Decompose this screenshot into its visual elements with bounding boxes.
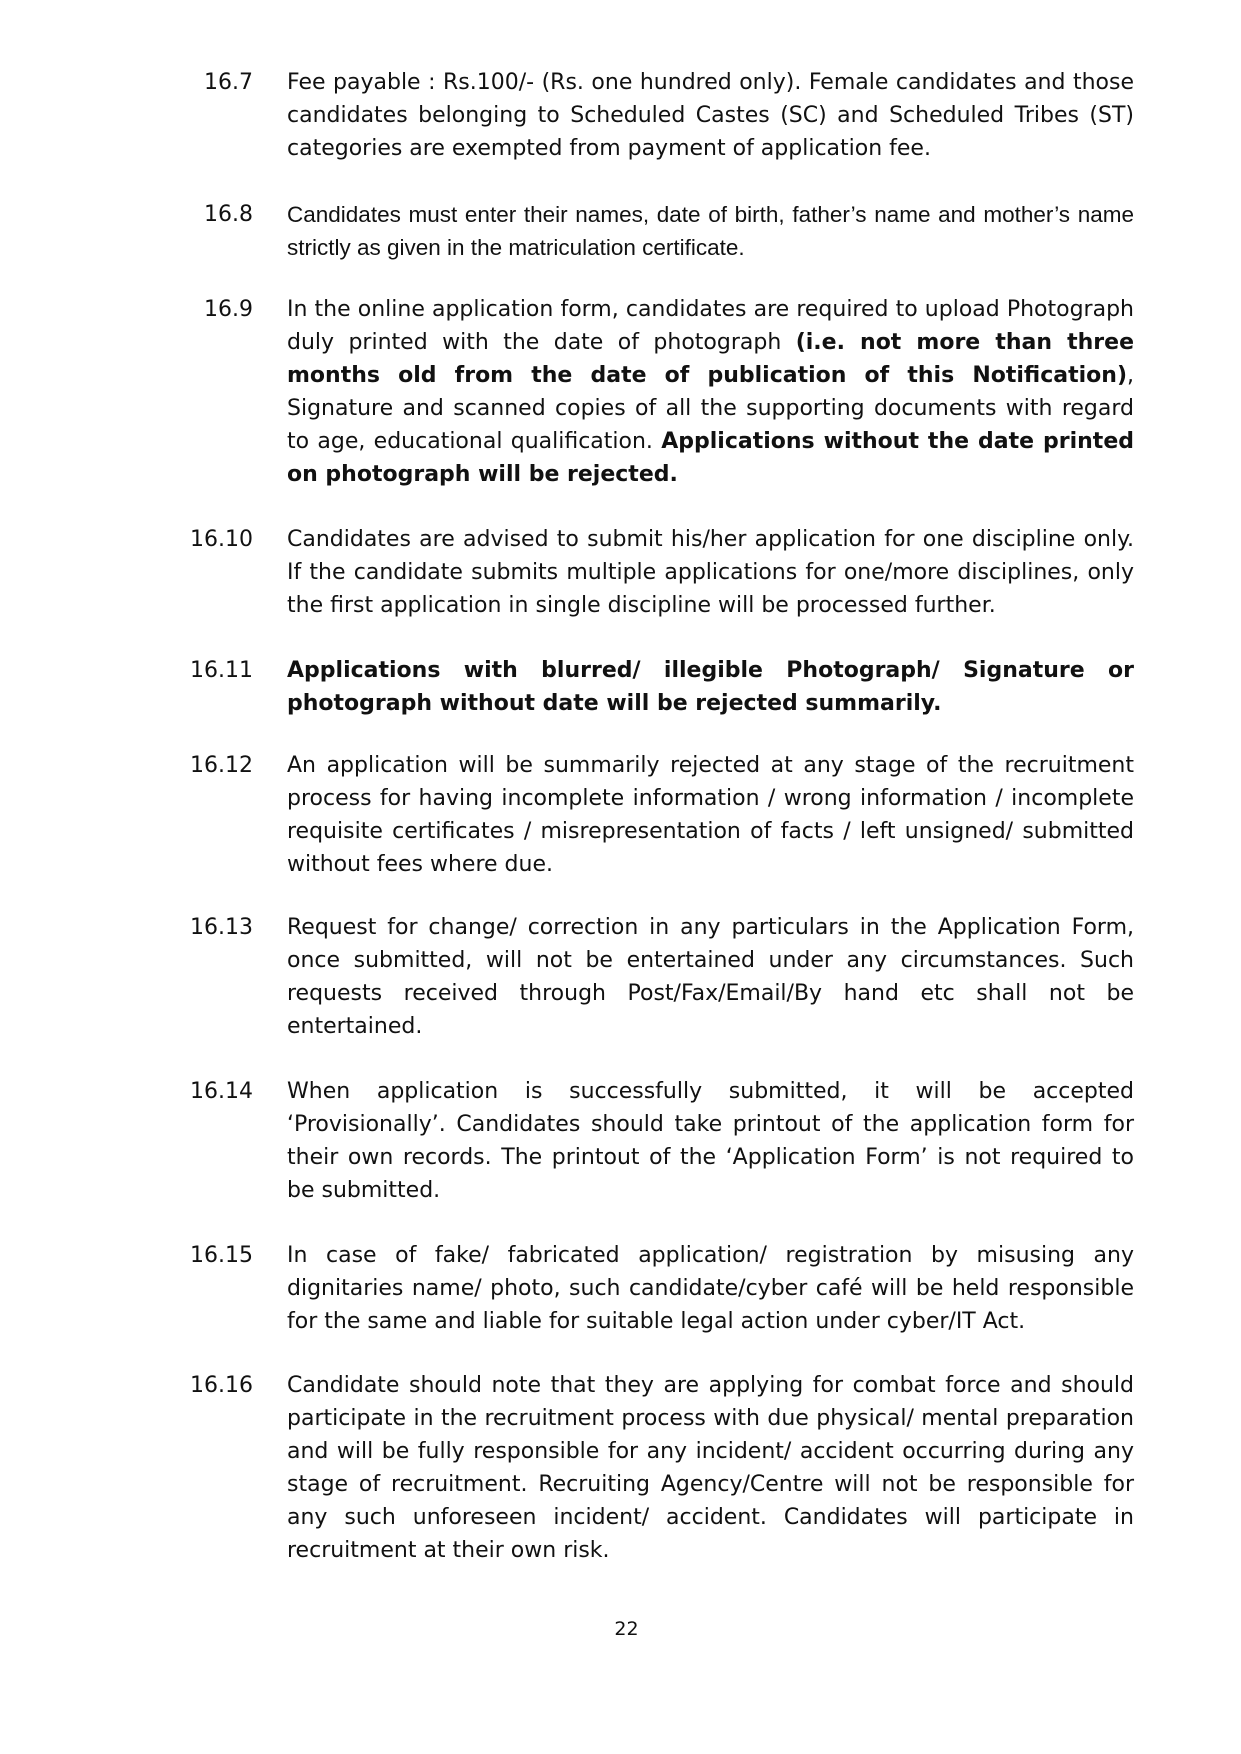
- clause-text-segment: Candidates are advised to submit his/her application for one discipline only. If the candidate submits multiple applications for one/more disciplines, only the first application in single discipline will be processed further.: [287, 527, 1134, 618]
- clause-text: [287, 198, 1134, 264]
- clause-16-16: [190, 1369, 1134, 1567]
- clause-number: 16.8: [204, 202, 253, 227]
- clause-16-15: [190, 1239, 1134, 1338]
- clause-text: [287, 1075, 1134, 1207]
- clause-number: 16.16: [190, 1373, 253, 1398]
- clause-16-13: [190, 911, 1134, 1043]
- clause-text: [287, 293, 1134, 491]
- clause-16-14: [190, 1075, 1134, 1207]
- clause-text: [287, 654, 1134, 720]
- clause-text: [287, 523, 1134, 622]
- page-number-text: 22: [614, 1618, 639, 1640]
- clause-number: 16.7: [204, 70, 253, 95]
- clause-text-emphasis: (i.e. not more than three months old from the date of publication of this Notification): [287, 330, 1134, 388]
- clause-text-segment: , Signature and scanned copies of all the supporting documents with regard to age, educational qualification.: [287, 363, 1134, 454]
- clause-text-segment: Candidate should note that they are applying for combat force and should participate in the recruitment process with due physical/ mental preparation and will be fully responsible for any incident/ accident occurring during any stage of recruitment. Recruiting Agency/Centre will not be responsible for any such unforeseen incident/ accident. Candidates will participate in recruitment at their own risk.: [287, 1373, 1134, 1563]
- clause-16-9: [190, 293, 1134, 491]
- clause-16-10: [190, 523, 1134, 622]
- clause-text-segment: In case of fake/ fabricated application/ registration by misusing any dignitaries name/ photo, such candidate/cyber café will be held responsible for the same and liable for suitable legal action under cyber/IT Act.: [287, 1243, 1134, 1334]
- clause-text-segment: An application will be summarily rejected at any stage of the recruitment process for having incomplete information / wrong information / incomplete requisite certificates / misrepresentation of facts / left unsigned/ submitted without fees where due.: [287, 753, 1134, 877]
- clause-text: [287, 911, 1134, 1043]
- clause-text: [287, 1239, 1134, 1338]
- clause-number: 16.9: [204, 297, 253, 322]
- clause-number: 16.10: [190, 527, 253, 552]
- clause-text: [287, 66, 1134, 165]
- clause-text-segment: In the online application form, candidates are required to upload Photograph duly printed with the date of photograph: [287, 297, 1134, 355]
- clause-text-emphasis: Applications without the date printed on photograph will be rejected.: [287, 429, 1134, 487]
- clause-16-8: [190, 198, 1134, 264]
- clause-text: [287, 1369, 1134, 1567]
- clause-number: 16.14: [190, 1079, 253, 1104]
- clause-number: 16.11: [190, 658, 253, 683]
- clause-text-segment: When application is successfully submitted, it will be accepted ‘Provisionally’. Candidates should take printout of the application form for their own records. The printout of the ‘Application Form’ is not required to be submitted.: [287, 1079, 1134, 1203]
- clause-text: [287, 749, 1134, 881]
- clause-text-segment: Request for change/ correction in any particulars in the Application Form, once submitted, will not be entertained under any circumstances. Such requests received through Post/Fax/Email/By hand etc shall not be entertained.: [287, 915, 1134, 1039]
- clause-text-emphasis: Applications with blurred/ illegible Photograph/ Signature or photograph without date will be rejected summarily.: [287, 658, 1134, 716]
- clause-text-segment: Fee payable : Rs.100/- (Rs. one hundred only). Female candidates and those candidates belonging to Scheduled Castes (SC) and Scheduled Tribes (ST) categories are exempted from payment of application fee.: [287, 70, 1134, 161]
- clause-16-11: [190, 654, 1134, 720]
- page-number: [0, 1618, 1241, 1640]
- clause-number: 16.12: [190, 753, 253, 778]
- clause-number: 16.13: [190, 915, 253, 940]
- clause-number: 16.15: [190, 1243, 253, 1268]
- clause-16-12: [190, 749, 1134, 881]
- clause-text-segment: Candidates must enter their names, date of birth, father’s name and mother’s name strictly as given in the matriculation certificate.: [287, 202, 1134, 260]
- clause-16-7: [190, 66, 1134, 165]
